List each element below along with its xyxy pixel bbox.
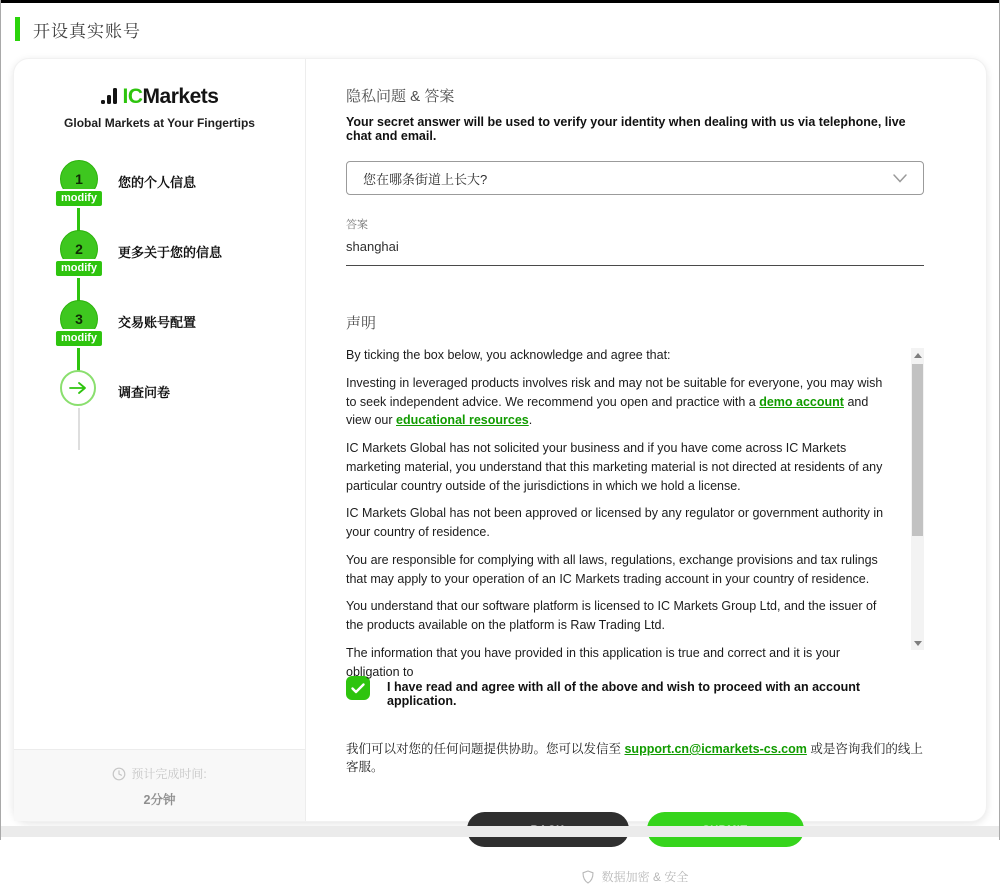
logo-tagline: Global Markets at Your Fingertips bbox=[64, 116, 255, 130]
stepper-step-4 bbox=[60, 370, 305, 440]
bar-chart-icon bbox=[101, 87, 120, 106]
arrow-right-icon bbox=[69, 381, 87, 395]
chevron-down-icon bbox=[893, 174, 907, 183]
step-2-label: 更多关于您的信息 bbox=[118, 245, 223, 260]
educational-resources-link[interactable]: educational resources bbox=[396, 413, 529, 428]
secret-question-selected-value: 您在哪条街道上长大? bbox=[363, 171, 488, 187]
declaration-paragraph: By ticking the box below, you acknowledge and agree that: bbox=[346, 348, 671, 362]
shield-icon bbox=[582, 870, 594, 884]
help-text bbox=[346, 739, 924, 775]
declaration-paragraph bbox=[346, 374, 886, 430]
agreement-label: I have read and agree with all of the above and wish to proceed with an account application. bbox=[387, 680, 861, 708]
step-1-circle: 1 bbox=[60, 160, 98, 198]
ic-markets-logo bbox=[101, 85, 219, 109]
sidebar bbox=[14, 59, 306, 821]
step-1-modify-button[interactable]: modify bbox=[54, 189, 104, 208]
stepper bbox=[60, 160, 305, 440]
declaration-paragraph: You understand that our software platform is licensed to IC Markets Group Ltd, and the issuer of the products available on the platform is Raw Trading Ltd. bbox=[346, 599, 877, 632]
window-bottom-strip bbox=[1, 826, 999, 837]
stepper-step-1 bbox=[60, 160, 305, 230]
eta-line bbox=[112, 765, 206, 782]
logo-block bbox=[14, 59, 305, 130]
demo-account-link[interactable]: demo account bbox=[759, 394, 844, 409]
eta-value: 2分钟 bbox=[143, 792, 176, 807]
support-email-link[interactable]: support.cn@icmarkets-cs.com bbox=[624, 742, 807, 756]
stepper-step-3 bbox=[60, 300, 305, 370]
security-note-label: 数据加密 & 安全 bbox=[601, 870, 689, 884]
declaration-paragraph: IC Markets Global has not been approved or licensed by any regulator or government authority in your country of residence. bbox=[346, 506, 884, 539]
eta-label: 预计完成时间: bbox=[131, 767, 207, 781]
privacy-section-title: 隐私问题 & 答案 bbox=[346, 88, 455, 105]
scrollbar-down-arrow[interactable] bbox=[911, 636, 924, 650]
step-2-modify-button[interactable]: modify bbox=[54, 259, 104, 278]
step-3-label: 交易账号配置 bbox=[118, 315, 197, 330]
declaration-paragraph: The information that you have provided in this application is true and correct and it is your obligation to bbox=[346, 645, 841, 679]
stepper-step-2 bbox=[60, 230, 305, 300]
help-text-run: 我们可以对您的任何问题提供协助。您可以发信至 bbox=[346, 742, 625, 756]
security-note bbox=[346, 868, 924, 885]
privacy-subtitle: Your secret answer will be used to verify your identity when dealing with us via telephone, live chat and email. bbox=[346, 115, 906, 143]
page-header bbox=[1, 3, 999, 55]
declaration-section-title: 声明 bbox=[346, 315, 377, 332]
main-content bbox=[306, 59, 986, 884]
declaration-text-run: . bbox=[528, 413, 533, 428]
page-title: 开设真实账号 bbox=[33, 21, 141, 41]
step-2-circle: 2 bbox=[60, 230, 98, 268]
scrollbar-up-arrow[interactable] bbox=[911, 348, 924, 362]
declaration-text-run: Investing in leveraged products involves risk and may not be suitable for everyone, you may wish to seek independent advice. We recommend you open and practice with a bbox=[346, 375, 883, 409]
checkmark-icon bbox=[351, 683, 365, 694]
scrollbar-thumb[interactable] bbox=[912, 364, 923, 536]
logo-text-ic: IC bbox=[122, 85, 143, 108]
step-4-circle bbox=[60, 370, 96, 406]
declaration-text bbox=[346, 346, 924, 681]
declaration-paragraph: IC Markets Global has not solicited your business and if you have come across IC Markets marketing material, you understand that this marketing material is not directed at residents of any particular country outside of the jurisdictions in which we hold a license. bbox=[346, 441, 883, 493]
step-1-label: 您的个人信息 bbox=[118, 175, 197, 190]
declaration-text-run: and view our bbox=[346, 394, 869, 428]
title-accent-bar bbox=[15, 17, 20, 41]
secret-question-select[interactable] bbox=[346, 161, 924, 195]
logo-text-markets: Markets bbox=[142, 85, 219, 108]
step-4-label: 调查问卷 bbox=[118, 385, 171, 400]
stepper-tail-line bbox=[78, 408, 80, 450]
answer-field-label: 答案 bbox=[346, 219, 368, 231]
help-text-run: 或是咨询我们的线上客服。 bbox=[346, 742, 923, 774]
declaration-scrollbar[interactable] bbox=[911, 348, 924, 650]
sidebar-footer bbox=[14, 749, 305, 821]
clock-icon bbox=[112, 767, 126, 781]
application-card bbox=[13, 58, 987, 884]
declaration-paragraph: You are responsible for complying with all laws, regulations, exchange provisions and tax rulings that may apply to your operation of an IC Markets trading account in your country of residence. bbox=[346, 552, 878, 586]
step-3-circle: 3 bbox=[60, 300, 98, 338]
declaration-scroll-area[interactable] bbox=[346, 346, 924, 679]
step-3-modify-button[interactable]: modify bbox=[54, 329, 104, 348]
answer-input[interactable]: shanghai bbox=[346, 239, 924, 266]
